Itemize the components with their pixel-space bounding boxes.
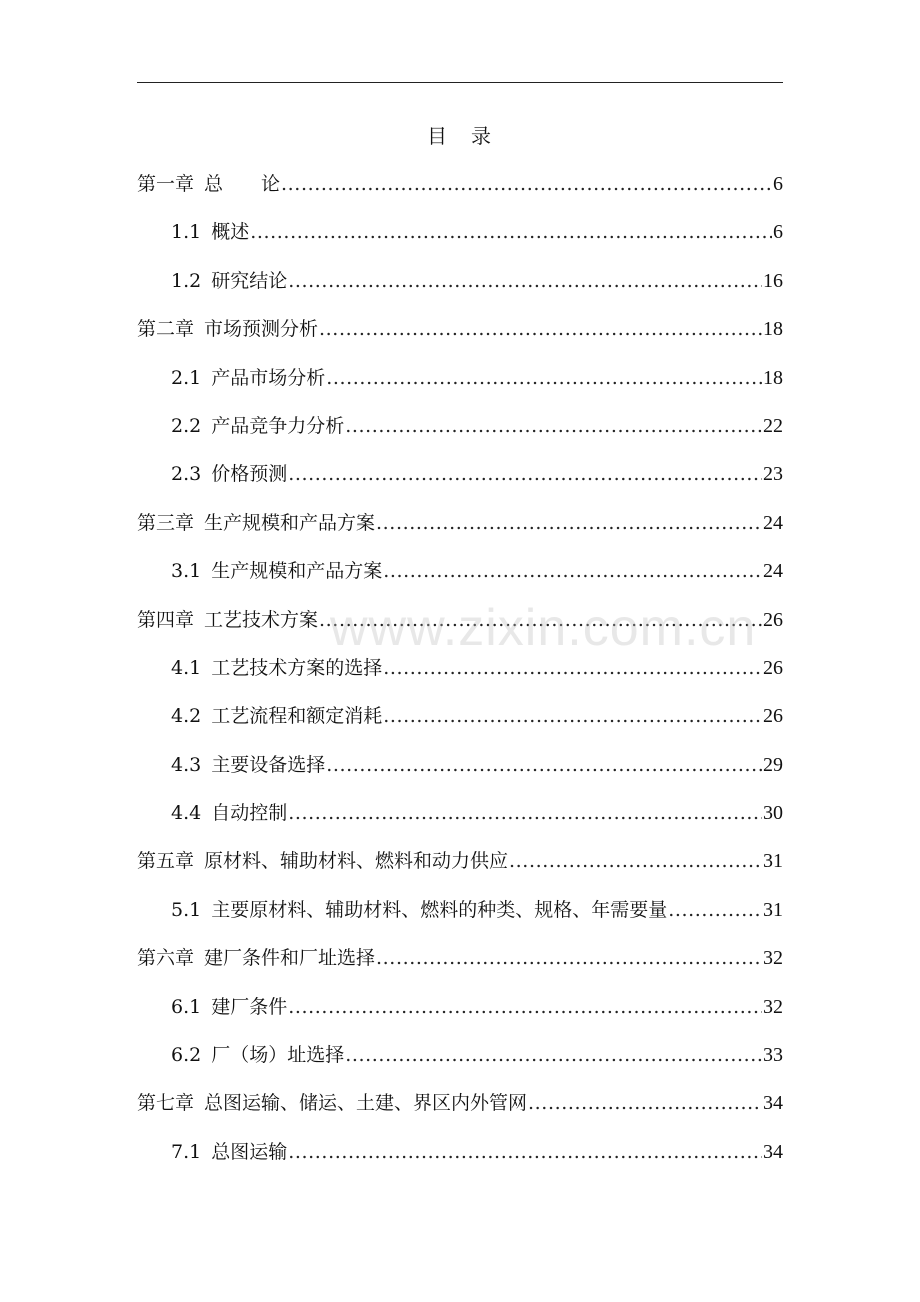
- toc-chapter-entry[interactable]: [137, 313, 783, 361]
- toc-page-number: 18: [763, 366, 783, 389]
- toc-entry-number: 6.1: [171, 995, 202, 1018]
- toc-leader-dots: [383, 652, 762, 684]
- toc-entry-title: 原材料、辅助材料、燃料和动力供应: [204, 850, 509, 873]
- toc-entry-number: 7.1: [171, 1140, 202, 1163]
- table-of-contents: [137, 168, 783, 1184]
- toc-chapter-entry[interactable]: [137, 845, 783, 893]
- toc-entry-title: 产品市场分析: [211, 366, 326, 389]
- toc-entry-number: 第三章: [137, 511, 195, 534]
- toc-section-entry[interactable]: [137, 265, 783, 313]
- toc-entry-title: 厂（场）址选择: [211, 1044, 345, 1067]
- toc-page-number: 22: [763, 414, 783, 437]
- toc-leader-dots: [345, 410, 762, 442]
- toc-page-number: 26: [763, 608, 783, 631]
- toc-section-entry[interactable]: [137, 652, 783, 700]
- toc-entry-number: 3.1: [171, 560, 202, 583]
- toc-page-number: 29: [763, 753, 783, 776]
- toc-entry-number: 4.2: [171, 705, 202, 728]
- toc-entry-title: 主要设备选择: [211, 753, 326, 776]
- toc-title: 目 录: [427, 124, 493, 148]
- toc-page-number: 16: [763, 269, 783, 292]
- toc-entry-title: 建厂条件和厂址选择: [204, 947, 376, 970]
- toc-page-number: 26: [763, 705, 783, 728]
- toc-chapter-entry[interactable]: [137, 604, 783, 652]
- toc-page-number: 18: [763, 318, 783, 341]
- toc-entry-number: 第五章: [137, 850, 195, 873]
- toc-leader-dots: [288, 797, 762, 829]
- toc-section-entry[interactable]: [137, 458, 783, 506]
- toc-entry-title: 工艺流程和额定消耗: [211, 705, 383, 728]
- toc-leader-dots: [250, 216, 772, 248]
- header-rule: [137, 82, 783, 83]
- toc-entry-title: 产品竞争力分析: [211, 414, 345, 437]
- toc-section-entry[interactable]: [137, 216, 783, 264]
- toc-page-number: 34: [763, 1092, 783, 1115]
- toc-leader-dots: [383, 700, 762, 732]
- toc-entry-number: 第二章: [137, 318, 195, 341]
- toc-section-entry[interactable]: [137, 991, 783, 1039]
- toc-page-number: 32: [763, 995, 783, 1018]
- toc-page-number: 24: [763, 560, 783, 583]
- toc-leader-dots: [376, 942, 762, 974]
- toc-section-entry[interactable]: [137, 1039, 783, 1087]
- toc-entry-number: 6.2: [171, 1044, 202, 1067]
- toc-page-number: 26: [763, 656, 783, 679]
- toc-entry-title: 市场预测分析: [204, 318, 319, 341]
- toc-entry-number: 4.4: [171, 802, 202, 825]
- toc-section-entry[interactable]: [137, 362, 783, 410]
- toc-leader-dots: [509, 845, 762, 877]
- toc-entry-title: 总图运输、储运、土建、界区内外管网: [204, 1092, 528, 1115]
- toc-leader-dots: [376, 507, 762, 539]
- toc-leader-dots: [288, 991, 762, 1023]
- toc-page-number: 32: [763, 947, 783, 970]
- toc-chapter-entry[interactable]: [137, 1087, 783, 1135]
- toc-entry-title: 自动控制: [211, 802, 288, 825]
- toc-entry-title: 生产规模和产品方案: [204, 511, 376, 534]
- toc-entry-number: 1.1: [171, 221, 202, 244]
- toc-leader-dots: [281, 168, 772, 200]
- toc-leader-dots: [668, 894, 762, 926]
- toc-chapter-entry[interactable]: [137, 168, 783, 216]
- toc-leader-dots: [288, 458, 762, 490]
- toc-section-entry[interactable]: [137, 555, 783, 603]
- toc-page-number: 24: [763, 511, 783, 534]
- toc-entry-number: 2.1: [171, 366, 202, 389]
- toc-entry-title: 建厂条件: [211, 995, 288, 1018]
- toc-entry-number: 4.1: [171, 656, 202, 679]
- toc-entry-title: 总图运输: [211, 1140, 288, 1163]
- toc-entry-number: 第一章: [137, 173, 195, 195]
- toc-entry-title: 工艺技术方案: [204, 608, 319, 631]
- toc-section-entry[interactable]: [137, 700, 783, 748]
- toc-section-entry[interactable]: [137, 1136, 783, 1184]
- toc-leader-dots: [288, 1136, 762, 1168]
- toc-entry-number: 2.2: [171, 414, 202, 437]
- toc-entry-title: 生产规模和产品方案: [211, 560, 383, 583]
- toc-entry-title: 工艺技术方案的选择: [211, 656, 383, 679]
- toc-leader-dots: [383, 555, 762, 587]
- toc-entry-title: 概述: [211, 221, 250, 244]
- toc-page-number: 33: [763, 1044, 783, 1067]
- toc-chapter-entry[interactable]: [137, 942, 783, 990]
- toc-page-number: 31: [763, 850, 783, 873]
- toc-entry-number: 第七章: [137, 1092, 195, 1115]
- toc-leader-dots: [345, 1039, 762, 1071]
- toc-page-number: 23: [763, 463, 783, 486]
- watermark: www.zixin.com.cn: [330, 599, 757, 657]
- toc-leader-dots: [288, 265, 762, 297]
- toc-section-entry[interactable]: [137, 797, 783, 845]
- toc-page-number: 6: [773, 173, 783, 195]
- toc-leader-dots: [326, 749, 762, 781]
- toc-page-number: 34: [763, 1140, 783, 1163]
- toc-entry-title: 总 论: [204, 173, 281, 195]
- toc-page-number: 31: [763, 898, 783, 921]
- toc-entry-number: 1.2: [171, 269, 202, 292]
- toc-entry-number: 4.3: [171, 753, 202, 776]
- toc-entry-title: 研究结论: [211, 269, 288, 292]
- toc-leader-dots: [326, 362, 762, 394]
- toc-leader-dots: [319, 604, 762, 636]
- toc-chapter-entry[interactable]: [137, 507, 783, 555]
- toc-entry-number: 5.1: [171, 898, 202, 921]
- toc-entry-title: 价格预测: [211, 463, 288, 486]
- toc-entry-number: 第六章: [137, 947, 195, 970]
- toc-section-entry[interactable]: [137, 749, 783, 797]
- toc-entry-title: 主要原材料、辅助材料、燃料的种类、规格、年需要量: [211, 898, 668, 921]
- toc-section-entry[interactable]: [137, 894, 783, 942]
- toc-page-number: 6: [773, 221, 783, 244]
- toc-section-entry[interactable]: [137, 410, 783, 458]
- toc-leader-dots: [319, 313, 762, 345]
- toc-entry-number: 第四章: [137, 608, 195, 631]
- toc-leader-dots: [528, 1087, 762, 1119]
- toc-entry-number: 2.3: [171, 463, 202, 486]
- toc-page-number: 30: [763, 802, 783, 825]
